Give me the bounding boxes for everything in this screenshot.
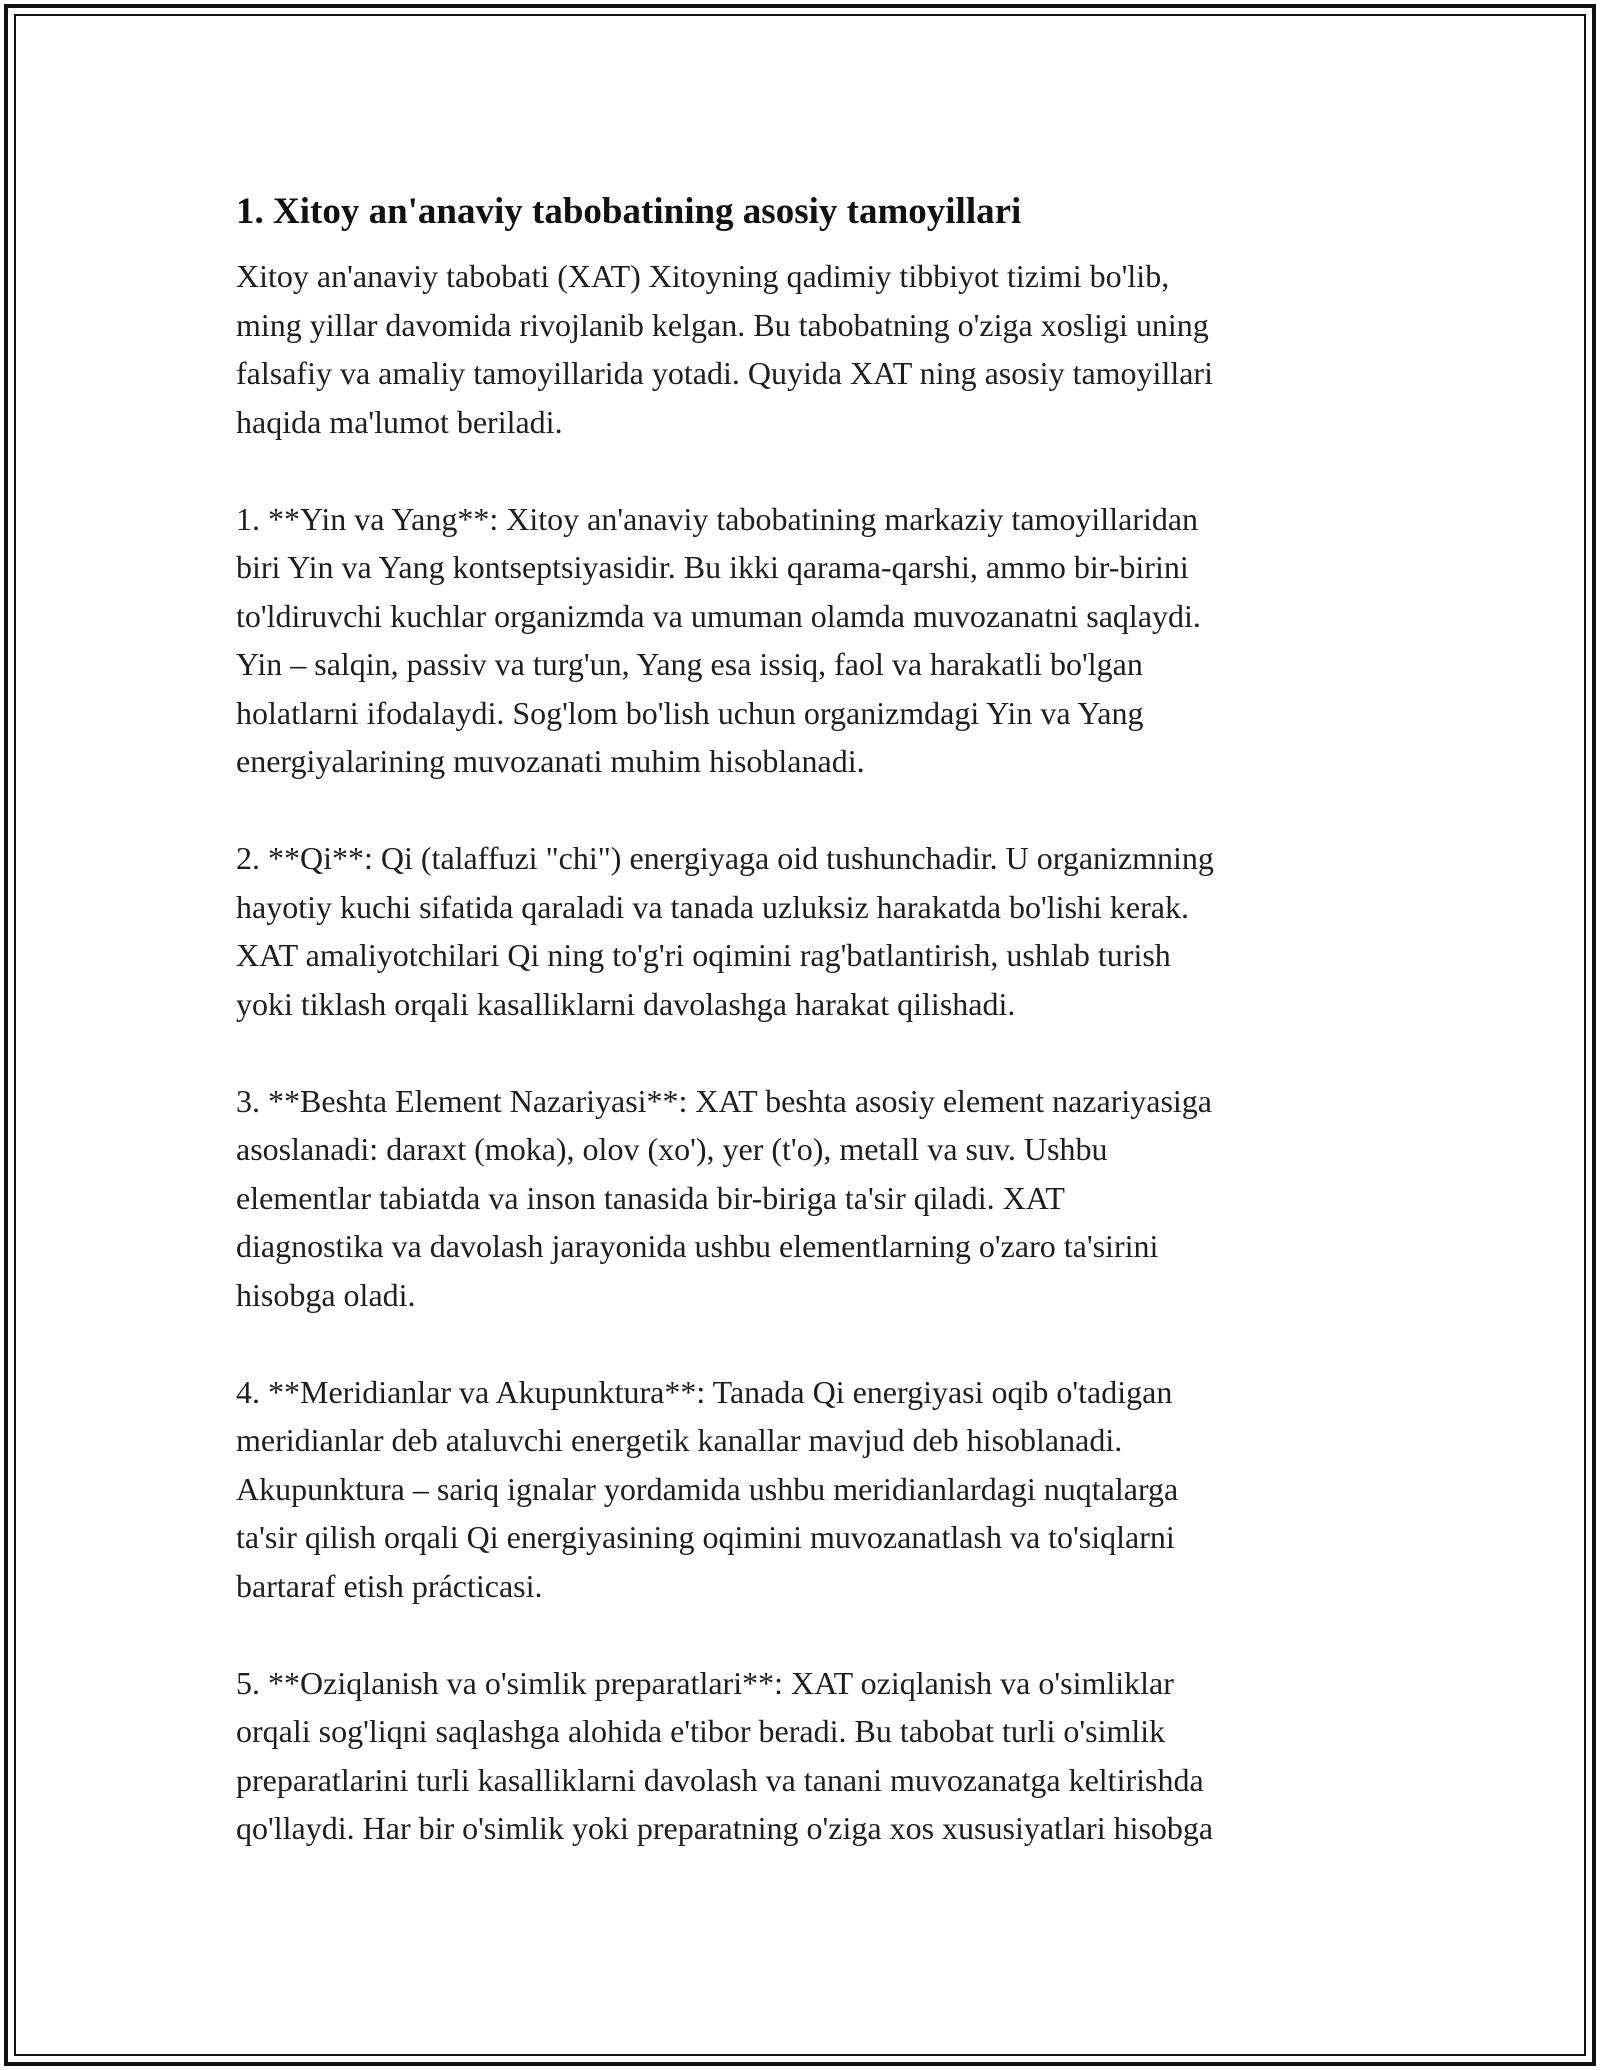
principle-qi: 2. **Qi**: Qi (talaffuzi "chi") energiyaga oid tushunchadir. U organizmning hayotiy kuchi sifatida qaraladi va tanada uzluksiz harakatda bo'lishi kerak. XAT amaliyotchilari Qi ning to'g'ri oqimini rag'batlantirish, ushlab turish yoki tiklash orqali kasalliklarni davolashga harakat qilishadi.	[236, 840, 1214, 1022]
intro-paragraph: Xitoy an'anaviy tabobati (XAT) Xitoyning qadimiy tibbiyot tizimi bo'lib, ming yillar davomida rivojlanib kelgan. Bu tabobatning o'ziga xosligi uning falsafiy va amaliy tamoyillarida yotadi. Quyida XAT ning asosiy tamoyillari haqida ma'lumot beriladi.	[236, 258, 1213, 440]
principle-yin-yang: 1. **Yin va Yang**: Xitoy an'anaviy tabobatining markaziy tamoyillaridan biri Yin va Yang kontseptsiyasidir. Bu ikki qarama-qarshi, ammo bir-birini to'ldiruvchi kuchlar organizmda va umuman olamda muvozanatni saqlaydi. Yin – salqin, passiv va turg'un, Yang esa issiq, faol va harakatli bo'lgan holatlarni ifodalaydi. Sog'lom bo'lish uchun organizmdagi Yin va Yang energiyalarining muvozanati muhim hisoblanadi.	[236, 500, 1201, 779]
principle-five-elements: 3. **Beshta Element Nazariyasi**: XAT beshta asosiy element nazariyasiga asoslanadi: daraxt (moka), olov (xo'), yer (t'o), metall va suv. Ushbu elementlar tabiatda va inson tanasida bir-biriga ta'sir qiladi. XAT diagnostika va davolash jarayonida ushbu elementlarning o'zaro ta'sirini hisobga oladi.	[236, 1082, 1212, 1313]
document-body	[236, 186, 1376, 1853]
principle-nutrition-herbs: 5. **Oziqlanish va o'simlik preparatlari**: XAT oziqlanish va o'simliklar orqali sog'liqni saqlashga alohida e'tibor beradi. Bu tabobat turli o'simlik preparatlarini turli kasalliklarni davolash va tanani muvozanatga keltirishda qo'llaydi. Har bir o'simlik yoki preparatning o'ziga xos xususiyatlari hisobga	[236, 1664, 1214, 1846]
principle-meridians-acupuncture: 4. **Meridianlar va Akupunktura**: Tanada Qi energiyasi oqib o'tadigan meridianlar deb ataluvchi energetik kanallar mavjud deb hisoblanadi. Akupunktura – sariq ignalar yordamida ushbu meridianlardagi nuqtalarga ta'sir qilish orqali Qi energiyasining oqimini muvozanatlash va to'siqlarni bartaraf etish prácticasi.	[236, 1373, 1179, 1604]
document-title: 1. Xitoy an'anaviy tabobatining asosiy tamoyillari	[236, 191, 1022, 232]
